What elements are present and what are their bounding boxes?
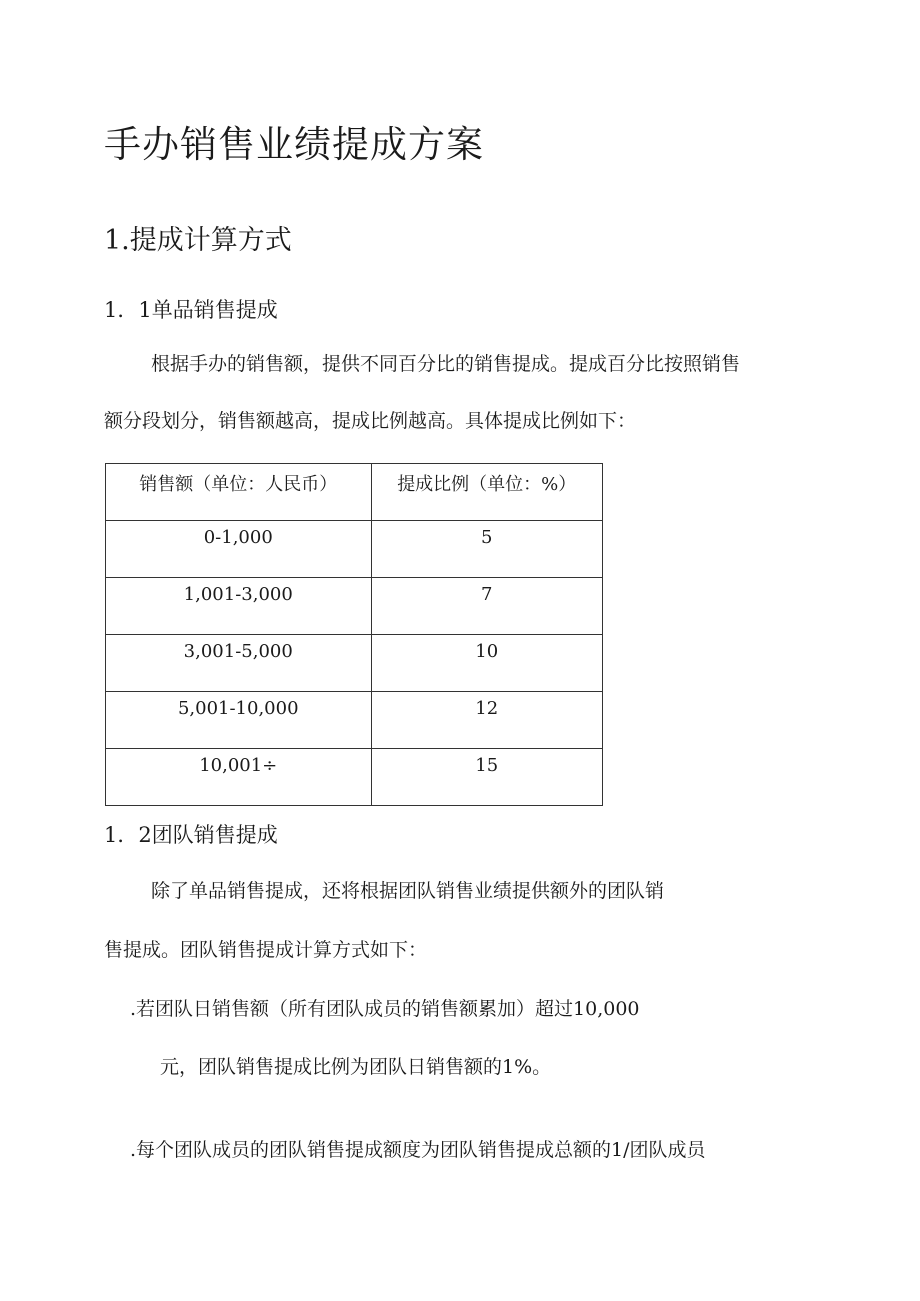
table-cell-sales-range: 0-1,000	[106, 521, 372, 578]
table-cell-sales-range: 5,001-10,000	[106, 692, 372, 749]
table-header-commission-rate: 提成比例（单位：%）	[371, 464, 603, 521]
list-item-1-line-1: .若团队日销售额（所有团队成员的销售额累加）超过10,000	[130, 998, 640, 1020]
list-item-1-line-2: 元，团队销售提成比例为团队日销售额的1%。	[160, 1056, 552, 1078]
table-cell-rate: 7	[371, 578, 603, 635]
table-row	[106, 521, 603, 578]
table-header-row	[106, 464, 603, 521]
table-cell-rate: 5	[371, 521, 603, 578]
table-row	[106, 749, 603, 806]
table-cell-sales-range: 10,001÷	[106, 749, 372, 806]
table-cell-rate: 12	[371, 692, 603, 749]
section-1-1-paragraph-line-1: 根据手办的销售额，提供不同百分比的销售提成。提成百分比按照销售	[151, 353, 741, 375]
section-1-1-heading: 1．1单品销售提成	[104, 298, 278, 322]
section-1-2-heading: 1．2团队销售提成	[104, 823, 278, 847]
table-row	[106, 635, 603, 692]
table-cell-sales-range: 1,001-3,000	[106, 578, 372, 635]
table-header-sales-amount: 销售额（单位：人民币）	[106, 464, 372, 521]
list-item-2-line-1: .每个团队成员的团队销售提成额度为团队销售提成总额的1/团队成员	[130, 1139, 706, 1161]
section-1-2-paragraph-line-2: 售提成。团队销售提成计算方式如下：	[104, 939, 428, 961]
section-1-heading: 1.提成计算方式	[104, 225, 292, 256]
table-cell-rate: 15	[371, 749, 603, 806]
table-cell-sales-range: 3,001-5,000	[106, 635, 372, 692]
section-1-2-paragraph-line-1: 除了单品销售提成，还将根据团队销售业绩提供额外的团队销	[151, 880, 665, 902]
table-cell-rate: 10	[371, 635, 603, 692]
commission-rate-table	[105, 463, 603, 806]
table-row	[106, 578, 603, 635]
table-row	[106, 692, 603, 749]
document-title: 手办销售业绩提成方案	[104, 123, 484, 166]
section-1-1-paragraph-line-2: 额分段划分，销售额越高，提成比例越高。具体提成比例如下：	[104, 410, 637, 432]
